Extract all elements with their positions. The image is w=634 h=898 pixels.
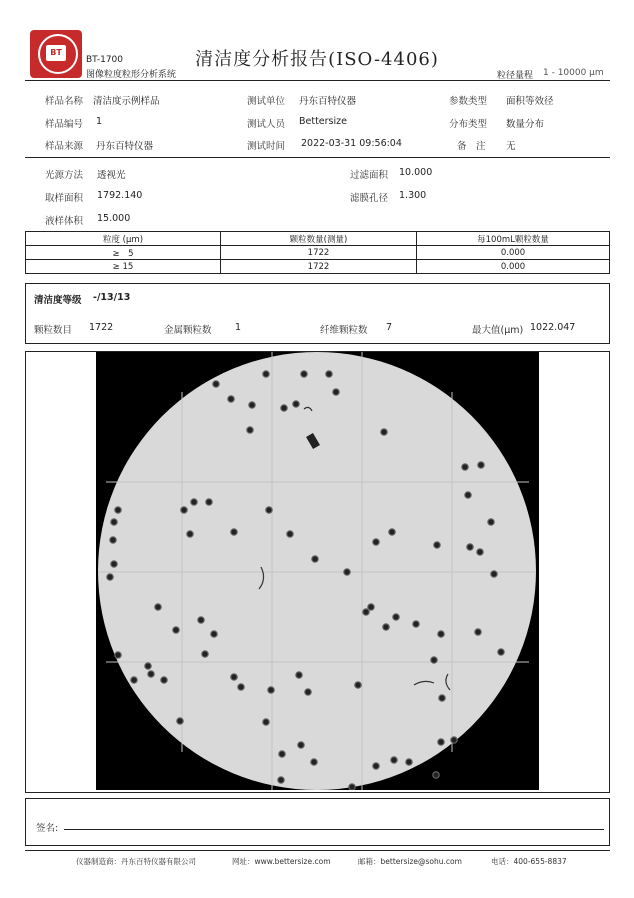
particle-dot <box>312 556 318 562</box>
particle-dot <box>298 742 304 748</box>
table-row <box>26 246 610 260</box>
particle-dot <box>373 763 379 769</box>
particle-dot <box>145 663 151 669</box>
particle-dot <box>213 381 219 387</box>
particle-dot <box>263 719 269 725</box>
particle-dot <box>467 544 473 550</box>
particle-dot <box>161 677 167 683</box>
particle-dot <box>296 672 302 678</box>
header-divider <box>25 80 610 81</box>
volume: 15.000 <box>97 213 131 224</box>
footer-divider <box>25 850 610 851</box>
dist-type-label: 分布类型 <box>449 119 488 130</box>
particle-dot <box>438 631 444 637</box>
fiber-count: 7 <box>386 322 393 333</box>
particle-dot <box>349 784 355 790</box>
particle-dot <box>110 537 116 543</box>
particle-dot <box>115 507 121 513</box>
particle-dot <box>263 371 269 377</box>
particle-dot <box>434 542 440 548</box>
footer-website: 网址：www.bettersize.com <box>232 857 331 866</box>
light-label: 光源方法 <box>45 170 84 181</box>
particle-dot <box>281 405 287 411</box>
signature-box <box>25 798 610 846</box>
metal-count: 1 <box>235 322 242 333</box>
particle-dot <box>191 499 197 505</box>
particle-dot <box>439 695 445 701</box>
sample-area: 1792.140 <box>97 190 143 201</box>
system-name: 图像粒度粒形分析系统 <box>86 70 177 80</box>
particle-dot <box>148 671 154 677</box>
particle-dot <box>278 777 284 783</box>
range-label: 粒径量程 <box>497 71 534 81</box>
report-title: 清洁度分析报告(ISO-4406) <box>195 49 439 70</box>
particle-dot <box>293 401 299 407</box>
particle-dot <box>181 507 187 513</box>
footer-email: 邮箱：bettersize@sohu.com <box>358 857 462 866</box>
particle-dot <box>177 718 183 724</box>
pore-size: 1.300 <box>399 190 427 201</box>
volume-label: 液样体积 <box>45 216 84 227</box>
sample-source-label: 样品来源 <box>45 141 84 152</box>
note: 无 <box>506 141 516 152</box>
particle-dot <box>131 677 137 683</box>
particle-dot <box>107 574 113 580</box>
particle-count-table <box>25 231 610 274</box>
footer-phone: 电话：400-655-8837 <box>491 857 567 866</box>
table-header-row <box>26 232 610 246</box>
particle-dot <box>355 682 361 688</box>
table-row <box>26 260 610 274</box>
particle-dot <box>363 609 369 615</box>
particle-dot <box>266 507 272 513</box>
particle-dot <box>433 772 439 778</box>
particle-dot <box>249 402 255 408</box>
sample-id: 1 <box>96 116 103 127</box>
sample-divider <box>25 157 610 158</box>
table-cell: 1722 <box>221 260 417 274</box>
footer-maker: 仪器制造商：丹东百特仪器有限公司 <box>76 857 196 866</box>
sample-id-label: 样品编号 <box>45 119 84 130</box>
particle-dot <box>391 757 397 763</box>
particle-dot <box>238 684 244 690</box>
particle-dot <box>268 687 274 693</box>
particle-dot <box>111 561 117 567</box>
particle-dot <box>488 519 494 525</box>
particle-dot <box>231 674 237 680</box>
particle-dot <box>326 371 332 377</box>
table-cell: 0.000 <box>417 246 610 260</box>
test-unit: 丹东百特仪器 <box>299 96 357 107</box>
particle-dot <box>462 464 468 470</box>
test-unit-label: 测试单位 <box>247 96 286 107</box>
particle-dot <box>477 549 483 555</box>
particle-dot <box>211 631 217 637</box>
particle-dot <box>247 427 253 433</box>
particle-count: 1722 <box>89 322 114 333</box>
particle-dot <box>438 739 444 745</box>
table-header: 每100mL颗粒数量 <box>417 232 610 246</box>
sample-source: 丹东百特仪器 <box>96 141 154 152</box>
range-value: 1 - 10000 μm <box>543 68 604 78</box>
particle-dot <box>279 751 285 757</box>
filter-area-label: 过滤面积 <box>350 170 389 181</box>
table-cell: ≥ 5 <box>26 246 221 260</box>
particle-dot <box>381 429 387 435</box>
particle-dot <box>451 737 457 743</box>
sample-area-label: 取样面积 <box>45 193 84 204</box>
instrument-model: BT-1700 <box>86 55 123 65</box>
max-size: 1022.047 <box>530 322 576 333</box>
tester-label: 测试人员 <box>247 119 286 130</box>
particle-dot <box>111 519 117 525</box>
particle-dot <box>206 499 212 505</box>
table-cell: 1722 <box>221 246 417 260</box>
particle-dot <box>475 629 481 635</box>
particle-dot <box>368 604 374 610</box>
particle-dot <box>383 624 389 630</box>
particle-dot <box>406 759 412 765</box>
table-cell: 0.000 <box>417 260 610 274</box>
signature-line[interactable] <box>64 829 604 830</box>
filter-membrane-image <box>96 352 539 790</box>
sample-name-label: 样品名称 <box>45 96 84 107</box>
param-type: 面积等效径 <box>506 96 554 107</box>
particle-dot <box>431 657 437 663</box>
filter-area: 10.000 <box>399 167 433 178</box>
particle-dot <box>231 529 237 535</box>
particle-dot <box>155 604 161 610</box>
particle-dot <box>187 531 193 537</box>
particle-dot <box>115 652 121 658</box>
pore-label: 滤膜孔径 <box>350 193 389 204</box>
table-header: 粒度 (μm) <box>26 232 221 246</box>
table-cell: ≥ 15 <box>26 260 221 274</box>
fiber-label: 纤维颗粒数 <box>320 325 368 336</box>
test-time: 2022-03-31 09:56:04 <box>301 138 402 149</box>
max-label: 最大值(μm) <box>472 325 524 336</box>
test-time-label: 测试时间 <box>247 141 286 152</box>
particle-dot <box>305 689 311 695</box>
particle-dot <box>228 396 234 402</box>
particle-dot <box>202 651 208 657</box>
count-label: 颗粒数目 <box>34 325 73 336</box>
particle-dot <box>491 571 497 577</box>
particle-dot <box>373 539 379 545</box>
signature-label: 签名: <box>36 823 59 834</box>
particle-dot <box>465 492 471 498</box>
dist-type: 数量分布 <box>506 119 545 130</box>
sample-name: 清洁度示例样品 <box>93 96 160 107</box>
particle-dot <box>311 759 317 765</box>
table-header: 颗粒数量(测量) <box>221 232 417 246</box>
cleanliness-grade: -/13/13 <box>93 292 131 303</box>
particle-dot <box>287 531 293 537</box>
note-label: 备 注 <box>457 141 486 152</box>
particle-dot <box>478 462 484 468</box>
particle-dot <box>301 371 307 377</box>
particle-dot <box>393 614 399 620</box>
particle-dot <box>498 649 504 655</box>
particle-dot <box>389 529 395 535</box>
light-method: 透视光 <box>97 170 126 181</box>
param-type-label: 参数类型 <box>449 96 488 107</box>
particle-dot <box>333 389 339 395</box>
logo-text: BT <box>46 45 66 61</box>
particle-dot <box>344 569 350 575</box>
tester: Bettersize <box>299 116 347 127</box>
grade-label: 清洁度等级 <box>34 295 82 306</box>
particle-dot <box>198 617 204 623</box>
metal-label: 金属颗粒数 <box>164 325 212 336</box>
particle-dot <box>413 621 419 627</box>
particle-dot <box>173 627 179 633</box>
